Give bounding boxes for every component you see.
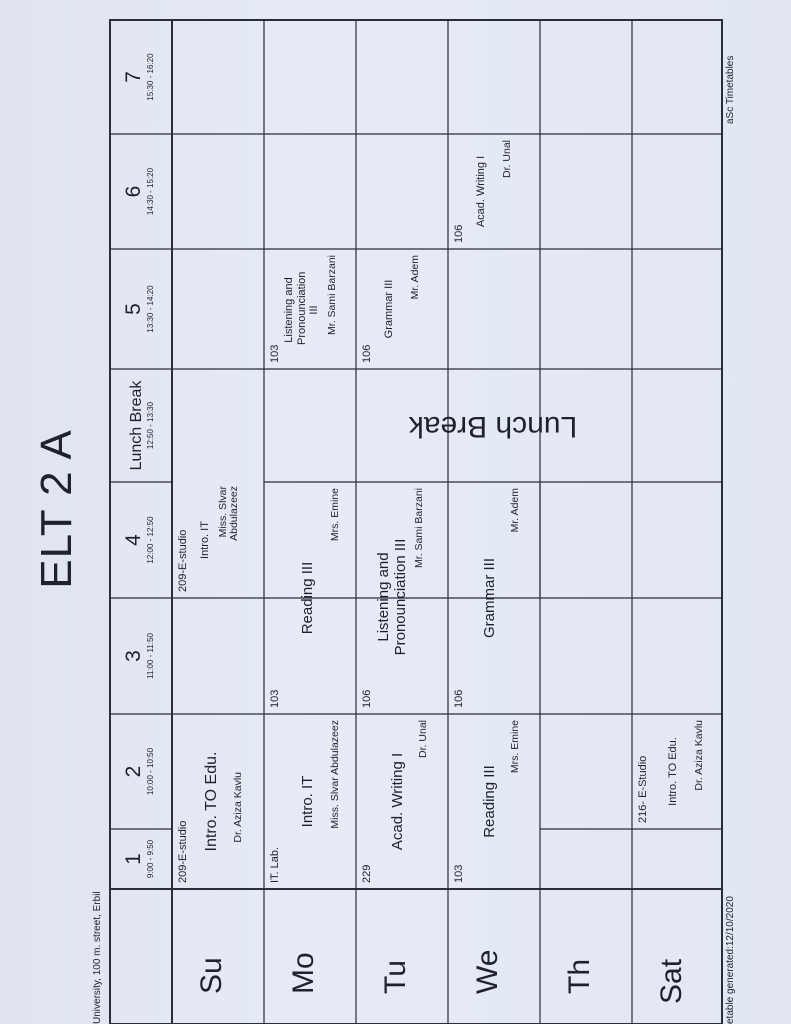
period-header-6 [112, 134, 170, 249]
day-label-sat: Sat [655, 958, 688, 1004]
lesson-teacher: Miss. Slvar Abdulazeez [329, 720, 342, 829]
lesson-sat-intro-edu [634, 716, 720, 827]
period-header-1 [112, 829, 170, 889]
lesson-teacher: Dr. Unal [417, 720, 430, 758]
footer-brand: aSc Timetables [725, 55, 736, 124]
period-number: 7 [122, 71, 145, 83]
period-header-5 [112, 249, 170, 369]
period-number: 4 [122, 534, 145, 546]
lesson-subject: Intro. IT [199, 521, 211, 559]
period-time: 12:00 - 12:50 [146, 516, 155, 564]
period-number: 6 [122, 185, 145, 198]
day-label-mo: Mo [287, 952, 320, 994]
lesson-subject: Grammar III [383, 279, 395, 339]
lesson-we-writing [450, 136, 538, 247]
lesson-room: 103 [453, 864, 465, 883]
lunch-break-label: Lunch Break [408, 409, 578, 443]
lesson-room: 229 [361, 864, 373, 883]
day-label-su: Su [195, 957, 228, 994]
lesson-teacher: Mr. Sami Barzani [412, 488, 425, 568]
lesson-teacher: Dr. Unal [500, 140, 513, 178]
lesson-room: 103 [269, 689, 281, 708]
lesson-room: 216- E-Studio [637, 755, 649, 823]
lesson-teacher: Dr. Aziza Kavlu [232, 772, 245, 843]
period-header-2 [112, 714, 170, 829]
period-header-3 [112, 598, 170, 714]
lesson-subject: Intro. IT [299, 775, 316, 828]
period-number: 2 [122, 765, 145, 778]
lesson-tu-listening [358, 484, 446, 712]
lesson-teacher: Mrs. Emine [509, 720, 522, 774]
lesson-subject: Grammar III [481, 558, 498, 639]
lesson-mo-reading [266, 484, 354, 712]
lesson-teacher: Mr. Sami Barzani [325, 255, 338, 335]
lesson-room: 106 [361, 689, 373, 708]
lesson-subject: Acad. Writing I [389, 752, 406, 851]
lesson-tu-grammar [358, 251, 446, 367]
lesson-subject: Intro. TO Edu. [667, 737, 679, 806]
period-time: 10:00 - 10:50 [146, 747, 155, 796]
period-time: 15:30 - 16:20 [146, 53, 155, 101]
lesson-we-grammar [450, 484, 538, 712]
lesson-room: 106 [453, 689, 465, 708]
lesson-teacher: Mr. Adem [408, 255, 421, 300]
day-label-tu: Tu [379, 960, 412, 994]
lesson-room: 106 [361, 344, 373, 363]
period-header-4 [112, 482, 170, 598]
lesson-teacher: Dr. Aziza Kavlu [692, 720, 705, 791]
lesson-mo-intro-it [266, 716, 354, 887]
lesson-teacher: Mrs. Emine [329, 488, 342, 542]
day-label-th: Th [563, 958, 596, 994]
lesson-subject: Listening and Pronounciation III [283, 271, 321, 345]
period-time: 13:30 - 14:20 [146, 285, 155, 333]
lunch-break-rotator [409, 408, 577, 442]
lunch-break-block [264, 369, 722, 482]
lesson-teacher: Mr. Adem [509, 488, 522, 533]
period-number: Lunch Break [128, 380, 145, 471]
footer-generated: etable generated:12/10/2020 [725, 896, 736, 1024]
period-number: 3 [122, 650, 145, 662]
period-header-7 [112, 20, 170, 134]
lesson-su-intro-it [174, 484, 262, 596]
day-label-we: We [471, 949, 504, 994]
lesson-tu-writing [358, 716, 446, 887]
lesson-mo-listening [266, 251, 354, 367]
period-time: 9:00 - 9:50 [146, 839, 155, 879]
lesson-su-intro-edu [174, 716, 262, 887]
lesson-subject: Intro. TO Edu. [203, 751, 220, 852]
period-time: 14:30 - 15:20 [146, 167, 155, 216]
lesson-room: 103 [269, 344, 281, 363]
lesson-room: IT. Lab. [269, 846, 281, 883]
period-number: 1 [122, 853, 145, 865]
lesson-subject: Reading III [299, 561, 316, 635]
lesson-room: 106 [453, 224, 465, 243]
period-time: 11:00 - 11:50 [146, 633, 155, 679]
lesson-room: 209-E-studio [177, 529, 189, 592]
school-address: University, 100 m. street, Erbil [92, 891, 103, 1024]
lesson-subject: Acad. Writing I [475, 155, 487, 228]
period-header-lunch [112, 369, 170, 482]
period-number: 5 [122, 303, 145, 315]
lesson-subject: Reading III [481, 765, 498, 838]
timetable-title: ELT 2 A [32, 429, 81, 589]
lesson-we-reading [450, 716, 538, 887]
lesson-teacher: Miss. Slvar Abdulazeez [216, 486, 241, 541]
period-time: 12:50 - 13:30 [146, 401, 155, 450]
lesson-subject: Listening and Pronounciation III [375, 538, 410, 656]
lesson-room: 209-E-studio [177, 820, 189, 883]
